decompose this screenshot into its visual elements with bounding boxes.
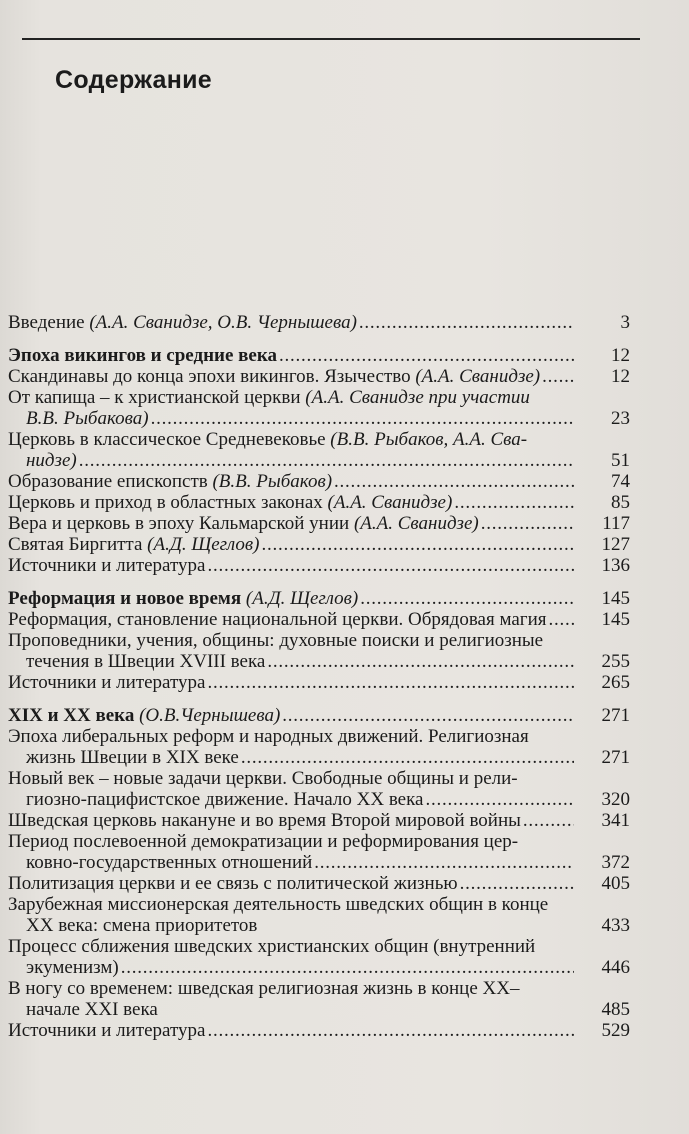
top-rule — [22, 38, 640, 40]
toc-entry — [8, 1020, 630, 1041]
toc-entry — [8, 831, 630, 873]
leader-dots — [360, 588, 574, 609]
leader-dots — [460, 873, 574, 894]
leader-dots — [549, 609, 574, 630]
page-number: 265 — [601, 672, 630, 693]
leader-dots — [121, 957, 574, 978]
entry-title: Процесс сближения шведских христианских общин (внутренний — [8, 936, 536, 957]
leader-dots — [481, 513, 574, 534]
entry-title: Источники и литература — [8, 1020, 206, 1041]
page-number: 372 — [601, 852, 630, 873]
toc-entry — [8, 609, 630, 630]
entry-title: Проповедники, учения, общины: духовные поиски и религиозные — [8, 630, 544, 651]
entry-title: В ногу со временем: шведская религиозная жизнь в конце XX– — [8, 978, 520, 999]
leader-dots — [208, 555, 575, 576]
page-number: 341 — [601, 810, 630, 831]
entry-author: (А.А. Сванидзе) — [327, 492, 453, 513]
page-number: 255 — [601, 651, 630, 672]
entry-title: Эпоха либеральных реформ и народных движений. Религиозная — [8, 726, 529, 747]
leader-dots — [523, 810, 574, 831]
page-number: 529 — [601, 1020, 630, 1041]
toc-entry — [8, 429, 630, 471]
leader-dots — [314, 852, 574, 873]
toc-entry-intro — [8, 312, 630, 333]
page-number: 271 — [601, 747, 630, 768]
toc-entry — [8, 387, 630, 429]
entry-title: Политизация церкви и ее связь с политической жизнью — [8, 873, 458, 894]
entry-title-cont: жизнь Швеции в XIX веке — [26, 747, 239, 768]
entry-title: Скандинавы до конца эпохи викингов. Язычество — [8, 366, 416, 387]
entry-author-cont: В.В. Рыбакова) — [26, 408, 149, 429]
entry-author: (В.В. Рыбаков) — [212, 471, 333, 492]
entry-author: (В.В. Рыбаков, А.А. Сва- — [330, 429, 528, 450]
leader-dots — [267, 651, 574, 672]
page-number: 117 — [602, 513, 630, 534]
entry-title: От капища – к христианской церкви — [8, 387, 306, 408]
leader-dots — [151, 408, 574, 429]
page-number: 271 — [601, 705, 630, 726]
page-number: 51 — [611, 450, 630, 471]
entry-title-cont: гиозно-пацифистское движение. Начало XX века — [26, 789, 424, 810]
entry-title: Реформация, становление национальной церкви. Обрядовая магия — [8, 609, 547, 630]
page-title: Содержание — [55, 66, 213, 94]
page-number: 74 — [611, 471, 630, 492]
table-of-contents — [8, 312, 630, 1041]
page-number: 145 — [601, 588, 630, 609]
toc-entry — [8, 513, 630, 534]
toc-entry — [8, 726, 630, 768]
toc-entry — [8, 894, 630, 936]
section-title: Реформация и новое время — [8, 588, 246, 609]
toc-entry — [8, 534, 630, 555]
entry-author: (А.А. Сванидзе, О.В. Чернышева) — [89, 312, 357, 333]
leader-dots — [208, 1020, 575, 1041]
entry-title-cont: экуменизм) — [26, 957, 119, 978]
entry-title: Введение — [8, 312, 90, 333]
leader-dots — [542, 366, 574, 387]
page-number: 12 — [611, 366, 630, 387]
entry-author: (А.А. Сванидзе при участии — [305, 387, 530, 408]
section-title: XIX и XX века — [8, 705, 140, 726]
leader-dots — [426, 789, 575, 810]
page-number: 485 — [601, 999, 630, 1020]
toc-entry — [8, 630, 630, 672]
leader-dots — [261, 534, 574, 555]
toc-section-part3 — [8, 705, 630, 726]
leader-dots — [79, 450, 574, 471]
entry-title: Источники и литература — [8, 555, 206, 576]
section-author: (А.Д. Щеглов) — [245, 588, 359, 609]
entry-author-cont: нидзе) — [26, 450, 77, 471]
entry-title: Святая Биргитта — [8, 534, 148, 555]
toc-entry — [8, 768, 630, 810]
entry-title: Церковь и приход в областных законах — [8, 492, 328, 513]
page-number: 145 — [601, 609, 630, 630]
toc-entry — [8, 873, 630, 894]
entry-title: Зарубежная миссионерская деятельность шведских общин в конце — [8, 894, 549, 915]
entry-title-cont: течения в Швеции XVIII века — [26, 651, 266, 672]
page-number: 3 — [620, 312, 630, 333]
entry-title: Вера и церковь в эпоху Кальмарской унии — [8, 513, 354, 534]
toc-section-part2 — [8, 588, 630, 609]
leader-dots — [241, 747, 574, 768]
page-number: 136 — [601, 555, 630, 576]
leader-dots — [359, 312, 574, 333]
page-number: 433 — [601, 915, 630, 936]
entry-title: Источники и литература — [8, 672, 206, 693]
page-number: 85 — [611, 492, 630, 513]
leader-dots — [208, 672, 575, 693]
entry-author: (А.А. Сванидзе) — [353, 513, 479, 534]
entry-author: (А.Д. Щеглов) — [147, 534, 260, 555]
leader-dots — [334, 471, 574, 492]
page-number: 446 — [601, 957, 630, 978]
leader-dots — [282, 705, 574, 726]
page-number: 127 — [601, 534, 630, 555]
page-number: 12 — [611, 345, 630, 366]
section-title: Эпоха викингов и средние века — [8, 345, 278, 366]
toc-entry — [8, 366, 630, 387]
toc-entry — [8, 810, 630, 831]
page-number: 320 — [601, 789, 630, 810]
toc-entry — [8, 936, 630, 978]
page-number: 405 — [601, 873, 630, 894]
toc-entry — [8, 978, 630, 1020]
entry-title: Шведская церковь накануне и во время Второй мировой войны — [8, 810, 521, 831]
entry-title: Образование епископств — [8, 471, 213, 492]
leader-dots — [454, 492, 574, 513]
entry-title-cont: ковно-государственных отношений — [26, 852, 313, 873]
section-author: (О.В.Чернышева) — [139, 705, 281, 726]
entry-title: Новый век – новые задачи церкви. Свободные общины и рели- — [8, 768, 518, 789]
entry-title: Период послевоенной демократизации и реформирования цер- — [8, 831, 519, 852]
entry-title-cont: начале XXI века — [26, 999, 158, 1020]
toc-entry — [8, 492, 630, 513]
leader-dots — [279, 345, 574, 366]
toc-section-part1 — [8, 345, 630, 366]
toc-entry — [8, 672, 630, 693]
entry-title-cont: XX века: смена приоритетов — [26, 915, 258, 936]
toc-entry — [8, 555, 630, 576]
entry-title: Церковь в классическое Средневековье — [8, 429, 331, 450]
entry-author: (А.А. Сванидзе) — [415, 366, 541, 387]
page-number: 23 — [611, 408, 630, 429]
toc-entry — [8, 471, 630, 492]
